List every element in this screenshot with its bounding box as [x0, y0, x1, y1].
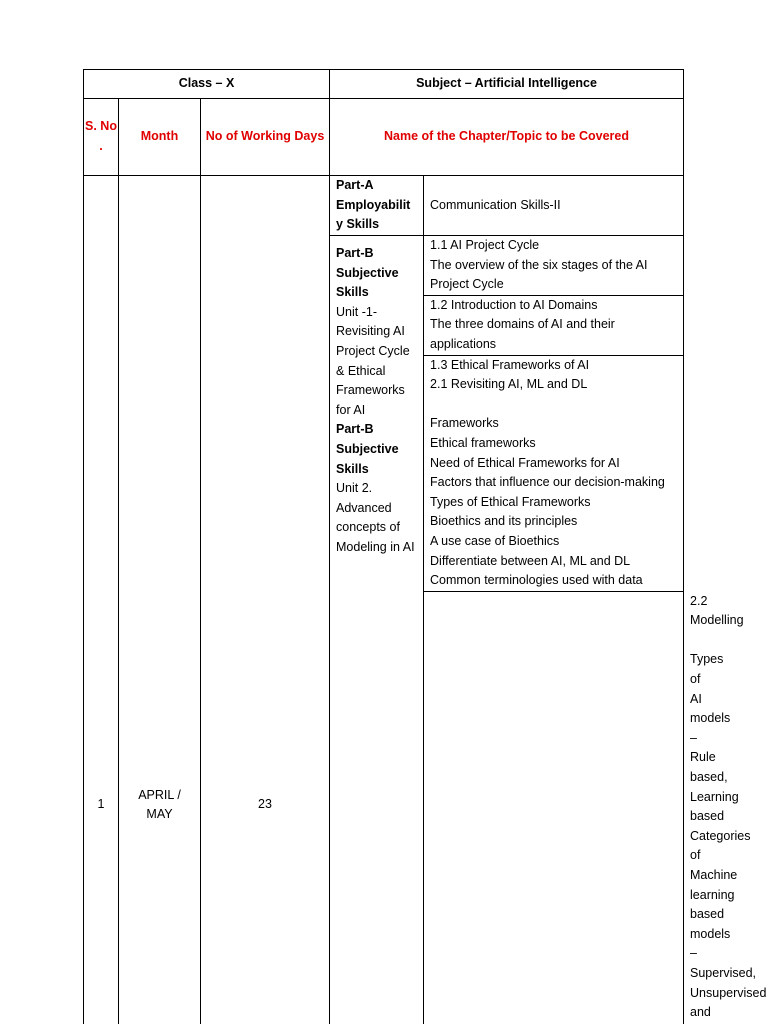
topic-line: Frameworks: [430, 416, 499, 431]
topic-header: Name of the Chapter/Topic to be Covered: [330, 99, 684, 176]
topic-line: Bioethics and its principles: [430, 514, 578, 529]
topic-line: 1.3 Ethical Frameworks of AI: [430, 357, 590, 372]
part-b-unit: Unit 2. Advanced concepts of Modeling in AI: [336, 481, 415, 554]
subject-label: Subject – Artificial Intelligence: [330, 70, 684, 99]
topic-line: Types of Ethical Frameworks: [430, 494, 591, 509]
row-month: APRIL / MAY: [119, 176, 201, 1024]
topic-line: Need of Ethical Frameworks for AI: [430, 455, 620, 470]
working-days-header: No of Working Days: [201, 99, 330, 176]
topic-line: Factors that influence our decision-making: [430, 475, 665, 490]
row-sno: 1: [84, 176, 119, 1024]
class-subject-row: [84, 70, 684, 99]
class-label: Class – X: [84, 70, 330, 99]
part-b-cell: [330, 236, 424, 1024]
topic-cell: [424, 355, 684, 591]
topic-cell: [424, 236, 684, 296]
topic-line: Ethical frameworks: [430, 435, 536, 450]
topic-line: Common terminologies used with data: [430, 573, 643, 588]
row-sno: [424, 591, 684, 1024]
table-row: [84, 176, 684, 236]
part-b-unit: Unit -1-Revisiting AI Project Cycle & Ethical Frameworks for AI: [336, 304, 410, 417]
part-b-title: Part-B Subjective Skills: [336, 422, 399, 476]
topic-line: Differentiate between AI, ML and DL: [430, 553, 631, 568]
topic-line: 1.2 Introduction to AI Domains: [430, 297, 598, 312]
topic-line: The three domains of AI and their applications: [430, 317, 615, 351]
part-a-title: Part-A Employabilit y Skills: [330, 176, 424, 236]
topic-line: A use case of Bioethics: [430, 533, 560, 548]
part-b-title: Part-B Subjective Skills: [336, 246, 399, 300]
table-row: 2.2 Modelling Types of AI models –Rule based, Learning based Categories of Machine learning based models – Supervised, Unsupervised and: [84, 591, 684, 1024]
topic-line: The overview of the six stages of the AI Project Cycle: [430, 257, 648, 292]
column-header-row: [84, 99, 684, 176]
row-days: 23: [201, 176, 330, 1024]
syllabus-table: [83, 69, 767, 1024]
topic-cell: [424, 295, 684, 355]
topic-line: 1.1 AI Project Cycle: [430, 238, 540, 252]
month-header: Month: [119, 99, 201, 176]
sno-header: S. No .: [84, 99, 119, 176]
part-a-topic: Communication Skills-II: [424, 176, 684, 236]
topic-line: 2.1 Revisiting AI, ML and DL: [430, 377, 588, 392]
